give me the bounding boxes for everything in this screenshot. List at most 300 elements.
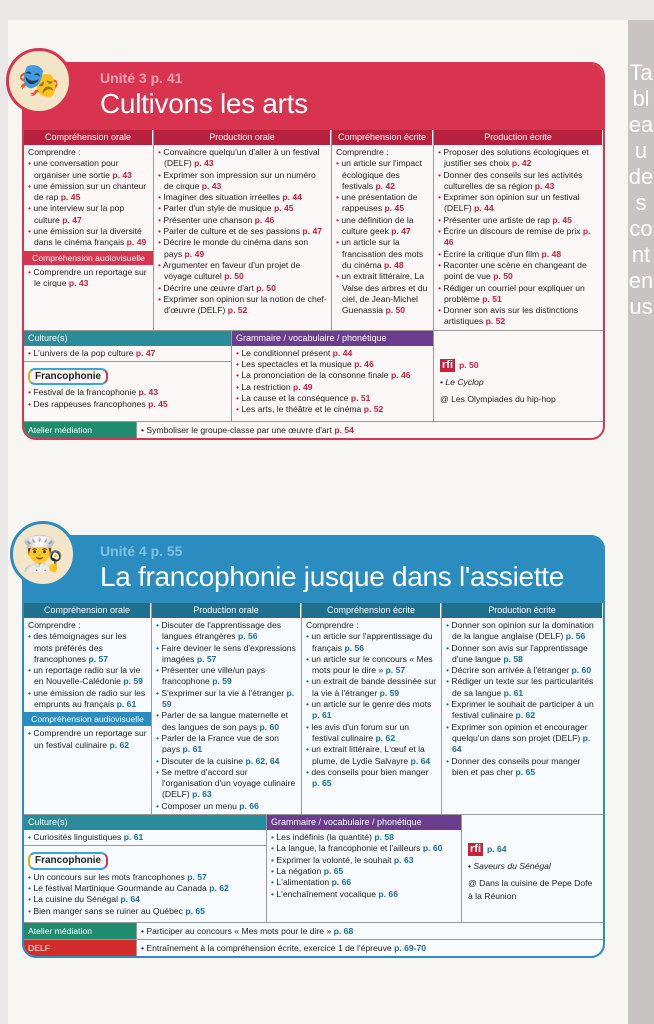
item-text: Donner son opinion sur la domination de la langue anglaise (DELF) (451, 620, 594, 642)
list-item (306, 767, 437, 790)
page-ref: p. 62 (375, 732, 396, 743)
item-text: Décrire le monde du cinéma dans son pays (163, 237, 309, 259)
rfi-item: • Saveurs du Sénégal (468, 861, 551, 872)
item-text: Les indéfinis (la quantité) (276, 832, 372, 843)
page-ref: p. 49 (184, 248, 205, 259)
list-item (306, 744, 437, 767)
item-text: Donner des conseils sur les activités culturelles de sa région (443, 169, 583, 191)
page-ref: p. 52 (485, 316, 506, 327)
list-item (446, 676, 599, 699)
list-item (438, 192, 599, 215)
item-text: Parler de culture et de ses passions (163, 226, 301, 237)
list-item (28, 883, 262, 894)
item-text: Présenter une ville/un pays francophone (161, 665, 266, 687)
item-text: L'alimentation (276, 877, 330, 888)
item-text: Exprimer le souhait de participer à un festival culinaire (451, 699, 594, 721)
item-text: Exprimer la volonté, le souhait (276, 854, 392, 865)
item-text: Exprimer son opinion sur un festival (DELF) (443, 192, 580, 214)
page-ref: p. 43 (194, 158, 214, 169)
list-item (271, 832, 457, 843)
list-item (28, 158, 149, 181)
item-text: Écrire la critique d'un film (443, 248, 540, 259)
page-ref: p. 45 (60, 192, 81, 203)
list-item (446, 665, 599, 676)
page-ref: p. 59 (379, 687, 400, 698)
item-text: L'enchaînement vocalique (276, 888, 376, 899)
list-item (28, 348, 227, 359)
page-ref: p. 46 (354, 359, 374, 370)
list-item (28, 665, 147, 688)
page-ref: p. 47 (62, 214, 82, 225)
column-header: Compréhension écrite (332, 130, 433, 145)
page-ref: p. 57 (88, 653, 109, 664)
item-text: Donner des conseils pour manger bien et pas cher (451, 755, 581, 777)
list-item (158, 226, 327, 237)
list-item (306, 676, 437, 699)
page-ref: p. 60 (422, 843, 443, 854)
list-item (271, 877, 457, 888)
page-ref: p. 63 (192, 789, 212, 800)
list-item (158, 192, 327, 203)
unit4-header (24, 537, 603, 603)
column-production-orale (154, 130, 332, 330)
item-text: Proposer des solutions écologiques et justifier ses choix (443, 147, 589, 169)
delf-label: DELF (24, 940, 136, 956)
item-text: une interview sur la pop culture (33, 203, 125, 225)
page-ref: p. 43 (112, 169, 132, 180)
column-production-orale (152, 603, 302, 814)
list-item (28, 181, 149, 204)
item-text: Parler de sa langue maternelle et des langues de son pays (161, 710, 289, 732)
list-item (236, 370, 429, 381)
item-text: Argumenter en faveur d'un projet de voyage culturel (162, 259, 301, 282)
page-ref: p. 66 (378, 888, 398, 899)
page-ref: p. 65 (312, 778, 332, 789)
page-ref: p. 63 (393, 854, 414, 865)
page-ref: p. 69-70 (394, 942, 427, 953)
media-column (462, 815, 603, 922)
page-ref: p. 50 (493, 271, 513, 282)
page-ref: p. 54 (334, 424, 354, 435)
page-ref: p. 56 (344, 642, 365, 653)
page-ref: p. 46 (254, 214, 275, 225)
item-text: un extrait de bande dessinée sur la vie à l'étranger (311, 676, 437, 698)
list-item (236, 382, 429, 393)
sidebar-title: Tableau des contenus (628, 60, 654, 319)
rfi-item: • Le Cyclop (440, 376, 484, 387)
page-ref: p. 56 (565, 631, 586, 642)
atelier-label: Atelier médiation (24, 422, 136, 438)
atelier-row (24, 922, 603, 939)
item-text: des témoignages sur les mots préférés des francophones (33, 631, 127, 664)
rfi-logo-icon: rfi (442, 358, 453, 371)
list-item (156, 710, 297, 733)
item-text: une émission sur un chanteur de rap (33, 180, 147, 203)
culture-list (28, 348, 227, 359)
list-item (306, 631, 437, 654)
francophonie-badge: Francophonie (28, 852, 108, 869)
page-ref: p. 43 (68, 277, 89, 288)
page-ref: p. 44 (474, 203, 494, 214)
list-item (336, 158, 429, 192)
page-ref: p. 61 (182, 744, 203, 755)
culture-column (24, 815, 267, 922)
culture-column (24, 331, 232, 421)
page-ref: p. 59 (123, 676, 143, 687)
item-text: un extrait littéraire, La Valse des arbres et du ciel, de Jean-Michel Guenassia (341, 271, 428, 316)
column-header: Compréhension écrite (302, 603, 441, 618)
item-text: Écrire un discours de remise de prix (443, 226, 581, 237)
item-text: les avis d'un forum sur un festival culinaire (311, 721, 410, 743)
list-item (28, 728, 147, 751)
page-ref: p. 45 (273, 203, 294, 214)
unit-label: Unité 4 p. 55 (100, 543, 183, 559)
page-ref: p. 57 (187, 871, 207, 882)
item-text: des conseils pour bien manger (311, 766, 429, 777)
list-item (438, 147, 599, 170)
page-ref: p. 62, 64 (245, 755, 280, 766)
unit3-header (24, 64, 603, 130)
page-ref: p. 64 (452, 732, 591, 755)
list-item (236, 348, 429, 359)
list-item (28, 688, 147, 711)
list-item (446, 643, 599, 666)
page-ref: p. 65 (515, 766, 536, 777)
list-item (306, 654, 437, 677)
page-ref: p. 47 (391, 226, 411, 237)
list-item (158, 215, 327, 226)
item-text: Exprimer son opinion et encourager quelqu'un dans son projet (DELF) (451, 721, 588, 743)
list-item (438, 249, 599, 260)
list-item (156, 756, 297, 767)
unit4-emblem-icon: 👨‍🍳 (10, 521, 76, 587)
page-ref: p. 64 (120, 894, 140, 905)
page-ref: p. 42 (375, 180, 396, 191)
francophonie-badge: Francophonie (28, 368, 108, 385)
atelier-text: • Participer au concours « Mes mots pour le dire » (141, 925, 332, 936)
page-ref: p. 46 (444, 226, 591, 248)
ce-list (336, 158, 429, 316)
page-ref: p. 64 (410, 755, 431, 766)
list-item (28, 894, 262, 905)
item-text: Composer un menu (161, 800, 237, 811)
page-ref: p. 65 (323, 865, 344, 876)
item-text: Convaincre quelqu'un d'aller à un festival (DELF) (163, 147, 320, 169)
franco-list (28, 872, 262, 917)
column-production-ecrite (434, 130, 603, 330)
grammar-column (232, 331, 434, 421)
intro: Comprendre : (28, 147, 81, 157)
delf-text: • Entraînement à la compréhension écrite, exercice 1 de l'épreuve (141, 942, 392, 953)
page-ref: p. 48 (541, 248, 562, 259)
media-column (434, 331, 603, 421)
item-text: un article sur le genre des mots (311, 699, 432, 710)
list-item (28, 872, 262, 883)
page-ref: p. 49 (293, 381, 313, 392)
list-item (28, 203, 149, 226)
item-text: Raconter une scène en changeant de point de vue (443, 259, 587, 282)
list-item (28, 399, 227, 410)
item-text: Présenter une artiste de rap (443, 214, 550, 225)
page-ref: p. 51 (482, 293, 502, 304)
item-text: un reportage radio sur la vie en Nouvelle-Calédonie (33, 665, 141, 687)
item-text: Se mettre d'accord sur l'organisation d'un voyage culinaire (DELF) (161, 766, 296, 800)
column-header: Production écrite (442, 603, 603, 618)
page-ref: p. 48 (384, 259, 404, 270)
page-ref: p. 68 (333, 925, 354, 936)
list-item (28, 387, 227, 398)
page-ref: p. 66 (239, 800, 259, 811)
list-item (156, 688, 297, 711)
ce-list (306, 631, 437, 789)
item-text: un extrait littéraire, L'œuf et la plume, de Lydie Salvayre (311, 744, 425, 766)
pe-list (438, 147, 599, 328)
page-ref: p. 50 (385, 305, 406, 316)
grammar-header: Grammaire / vocabulaire / phonétique (232, 331, 433, 346)
item-text: une émission sur la diversité dans le cinéma français (33, 226, 142, 248)
item-text: Donner son avis sur les distinctions artistiques (443, 305, 579, 327)
page-ref: p. 45 (552, 214, 572, 225)
rfi-item-text: Le Cyclop (445, 376, 484, 387)
list-item (156, 665, 297, 688)
page-ref: p. 58 (503, 653, 523, 664)
list-item (28, 226, 149, 249)
list-item (446, 756, 599, 779)
unit3-section (22, 62, 605, 440)
item-text: un article sur le concours « Mes mots pour le dire » (311, 653, 433, 676)
page-ref: p. 62 (209, 882, 229, 893)
list-item (336, 271, 429, 316)
item-text: La négation (276, 865, 322, 876)
list-item (446, 620, 599, 643)
item-text: Décrire son arrivée à l'étranger (451, 665, 570, 676)
list-item (271, 843, 457, 854)
pe-list (446, 620, 599, 778)
item-text: La restriction (241, 381, 291, 392)
list-item (28, 832, 262, 843)
list-item (158, 147, 327, 170)
item-text: un article sur l'apprentissage du français (311, 631, 433, 653)
audiovisual-header: Compréhension audiovisuelle (24, 251, 153, 265)
item-text: une émission de radio sur les emprunts au français (33, 687, 146, 710)
rfi-item-text: Saveurs du Sénégal (473, 861, 551, 872)
item-text: un article sur la francisation des mots du cinéma (341, 237, 424, 270)
item-text: Donner son avis sur l'apprentissage d'une langue (451, 642, 588, 664)
co-list (28, 631, 147, 710)
list-item (158, 283, 327, 294)
item-text: Décrire une œuvre d'art (163, 282, 254, 293)
item-text: Curiosités linguistiques (33, 832, 122, 843)
item-text: une définition de la culture geek (341, 214, 414, 237)
web-item: @ Dans la cuisine de Pepe Dofe à la Réunion (468, 878, 593, 902)
item-text: Les spectacles et la musique (241, 359, 352, 370)
gram-list (271, 832, 457, 900)
culture-header: Culture(s) (24, 331, 231, 346)
page-ref: p. 50 (224, 271, 244, 282)
item-text: S'exprimer sur la vie à l'étranger (161, 687, 285, 698)
column-header: Compréhension orale (24, 603, 151, 618)
page-ref: p. 45 (384, 203, 405, 214)
co-list (28, 158, 149, 248)
list-item (336, 237, 429, 271)
item-text: Parler d'un style de musique (163, 203, 272, 214)
page-ref: p. 52 (227, 305, 248, 316)
item-text: Bien manger sans se ruiner au Québec (33, 905, 183, 916)
atelier-row (24, 421, 603, 438)
list-item (446, 722, 599, 756)
page-ref: p. 47 (302, 226, 323, 237)
page-ref: p. 50 (256, 282, 276, 293)
item-text: Festival de la francophonie (33, 387, 137, 398)
item-text: La prononciation de la consonne finale (241, 370, 389, 381)
page-ref: p. 60 (571, 665, 592, 676)
item-text: Un concours sur les mots francophones (33, 871, 185, 882)
intro: Comprendre : (336, 147, 389, 157)
item-text: Comprendre un reportage sur le cirque (33, 266, 147, 288)
list-item (236, 404, 429, 415)
page-ref: p. 59 (162, 687, 295, 710)
page-ref: p. 51 (350, 392, 371, 403)
column-production-ecrite (442, 603, 603, 814)
unit-label: Unité 3 p. 41 (100, 70, 183, 86)
page-ref: p. 56 (237, 631, 258, 642)
item-text: Le conditionnel présent (241, 347, 331, 358)
page-ref: p. 61 (123, 832, 144, 843)
list-item (156, 643, 297, 666)
list-item (271, 855, 457, 866)
page-ref: p. 43 (201, 180, 222, 191)
list-item (158, 260, 327, 283)
list-item (28, 631, 147, 665)
list-item (438, 283, 599, 306)
item-text: La cuisine du Sénégal (33, 894, 118, 905)
list-item (271, 889, 457, 900)
item-text: Rédiger un texte sur les particularités de sa langue (451, 676, 594, 698)
list-item (156, 620, 297, 643)
item-text: une conversation pour organiser une sortie (33, 158, 119, 180)
item-text: L'univers de la pop culture (33, 347, 134, 358)
list-item (438, 305, 599, 328)
item-text: La langue, la francophonie et l'ailleurs (276, 843, 421, 854)
unit4-section (22, 535, 605, 958)
cav-list (28, 728, 147, 751)
item-text: Rédiger un courriel pour expliquer un problème (443, 282, 585, 304)
audiovisual-header: Compréhension audiovisuelle (24, 712, 151, 726)
list-item (336, 215, 429, 238)
unit3-emblem-icon: 🎭 (6, 48, 72, 114)
item-text: Imaginer des situation irréelles (163, 192, 280, 203)
list-item (336, 192, 429, 215)
gram-list (236, 348, 429, 416)
page-ref: p. 43 (138, 387, 159, 398)
page-ref: p. 66 (331, 877, 352, 888)
list-item (446, 699, 599, 722)
delf-row (24, 939, 603, 956)
page-ref: p. 57 (385, 665, 406, 676)
page-ref: p. 50 (459, 359, 479, 370)
page-ref: p. 62 (109, 739, 130, 750)
page-ref: p. 57 (196, 653, 217, 664)
page-ref: p. 60 (259, 721, 280, 732)
list-item (28, 267, 149, 290)
unit-title: Cultivons les arts (100, 88, 308, 119)
list-item (158, 294, 327, 317)
item-text: Le festival Martinique Gourmande au Canada (33, 882, 207, 893)
list-item (438, 260, 599, 283)
item-text: Les arts, le théâtre et le cinéma (241, 404, 362, 415)
item-text: Des rappeuses francophones (33, 398, 146, 409)
page-ref: p. 61 (116, 699, 137, 710)
list-item (156, 767, 297, 801)
list-item (236, 359, 429, 370)
po-list (156, 620, 297, 812)
list-item (438, 226, 599, 249)
item-text: Présenter une chanson (163, 214, 253, 225)
unit-title: La francophonie jusque dans l'assiette (100, 561, 565, 592)
column-comprehension-ecrite (302, 603, 442, 814)
column-comprehension-orale (24, 603, 152, 814)
item-text: Exprimer son opinion sur la notion de chef-d'œuvre (DELF) (163, 293, 327, 316)
grammar-column (267, 815, 462, 922)
page-ref: p. 61 (503, 687, 524, 698)
list-item (236, 393, 429, 404)
intro: Comprendre : (28, 620, 81, 630)
list-item (158, 203, 327, 214)
page-ref: p. 64 (487, 844, 507, 855)
list-item (306, 699, 437, 722)
item-text: Faire deviner le sens d'expressions imagées (161, 642, 296, 664)
item-text: La cause et la conséquence (241, 392, 349, 403)
item-text: Exprimer son impression sur un numéro de cirque (163, 169, 316, 191)
item-text: Comprendre un reportage sur un festival culinaire (33, 728, 147, 750)
item-text: une présentation de rappeuses (341, 192, 418, 214)
item-text: Discuter de la cuisine (161, 755, 244, 766)
web-item: @ Les Olympiades du hip-hop (440, 393, 556, 404)
rfi-logo-icon: rfi (470, 843, 481, 856)
page-ref: p. 47 (135, 347, 156, 358)
page-ref: p. 44 (332, 347, 353, 358)
grammar-header: Grammaire / vocabulaire / phonétique (267, 815, 461, 830)
page-ref: p. 42 (511, 158, 532, 169)
page-ref: p. 62 (515, 710, 536, 721)
page-ref: p. 65 (185, 905, 205, 916)
page-ref: p. 58 (374, 832, 394, 843)
list-item (28, 906, 262, 917)
list-item (158, 170, 327, 193)
column-header: Production écrite (434, 130, 603, 145)
franco-list (28, 387, 227, 410)
column-header: Compréhension orale (24, 130, 153, 145)
page-ref: p. 46 (390, 370, 411, 381)
page-ref: p. 61 (312, 710, 332, 721)
list-item (438, 170, 599, 193)
item-text: un article sur l'impact écologique des festivals (341, 158, 422, 191)
page-ref: p. 45 (148, 398, 168, 409)
column-comprehension-orale (24, 130, 154, 330)
page-ref: p. 44 (282, 192, 302, 203)
atelier-text: • Symboliser le groupe-classe par une œuvre d'art (141, 424, 332, 435)
page-ref: p. 43 (534, 180, 555, 191)
list-item (156, 733, 297, 756)
column-header: Production orale (152, 603, 301, 618)
page-ref: p. 49 (126, 237, 147, 248)
list-item (156, 801, 297, 812)
cav-list (28, 267, 149, 290)
page-ref: p. 52 (363, 404, 384, 415)
culture-header: Culture(s) (24, 815, 266, 830)
list-item (306, 722, 437, 745)
list-item (271, 866, 457, 877)
